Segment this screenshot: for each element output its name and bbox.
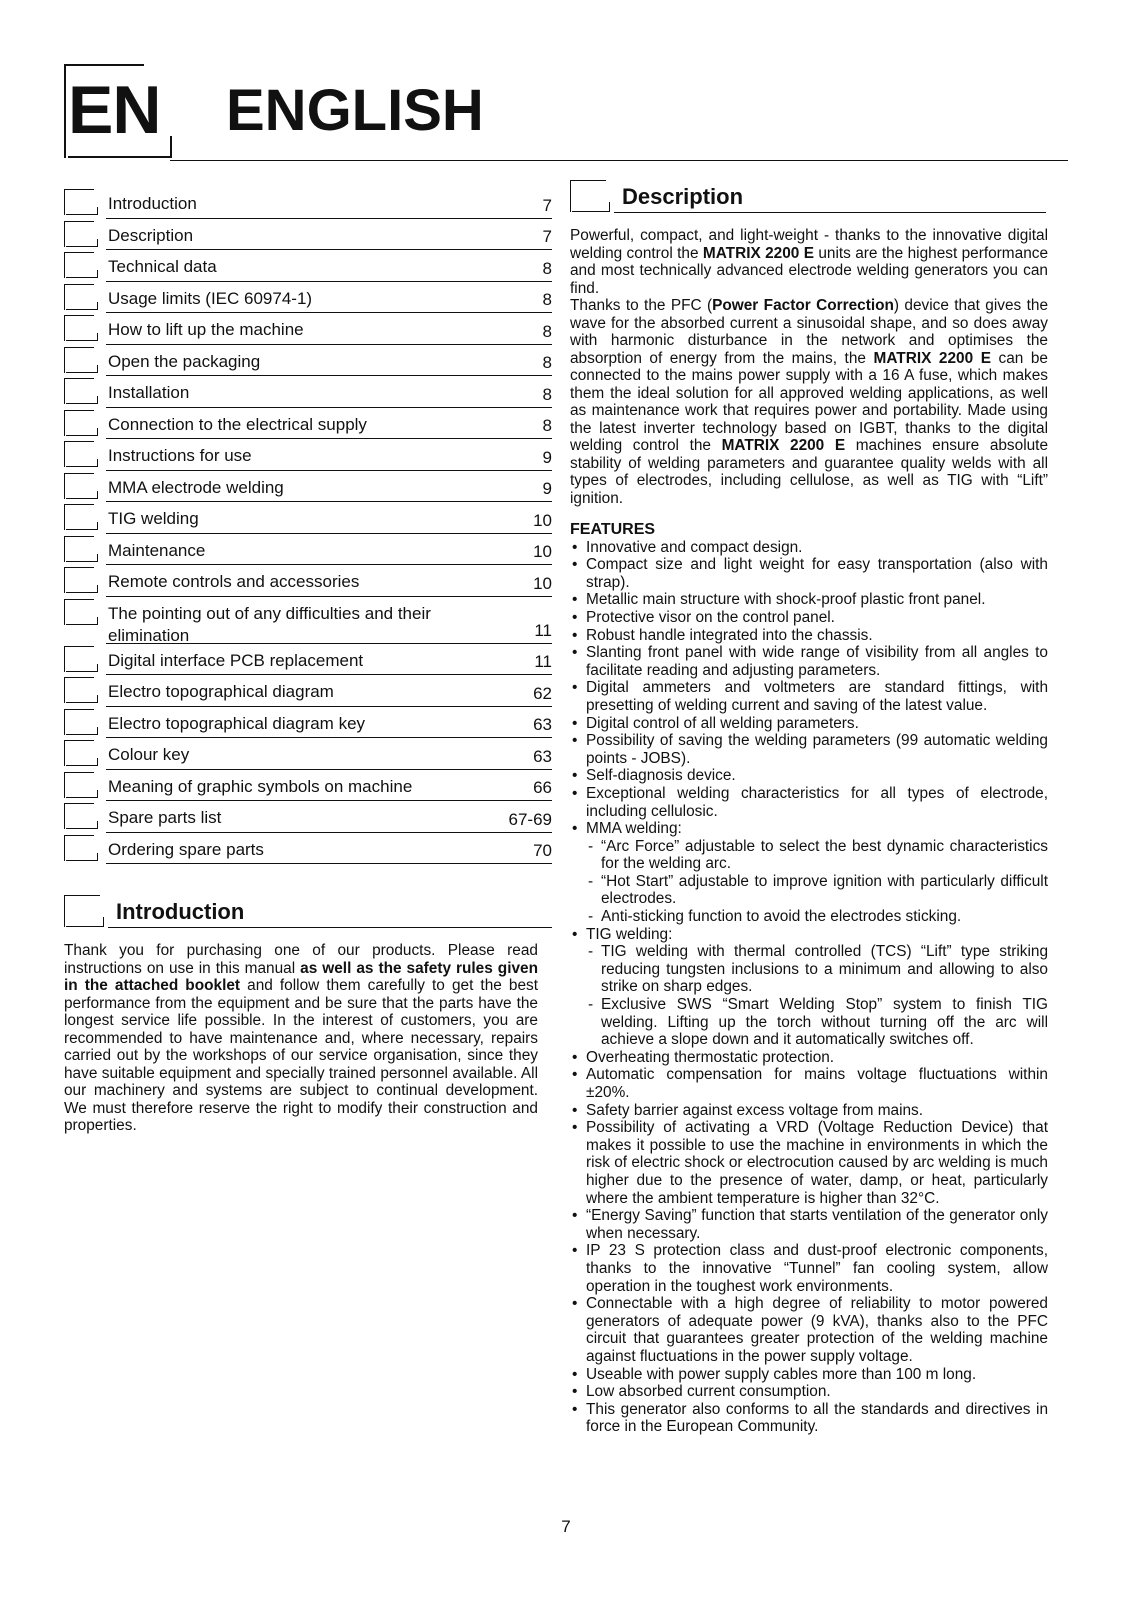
toc-item-page: 63: [533, 746, 552, 766]
checkbox-icon: [64, 772, 100, 798]
toc-item-label: Introduction: [108, 194, 197, 213]
toc-item-page: 10: [533, 510, 552, 530]
feature-item: • Safety barrier against excess voltage from mains.: [570, 1102, 1048, 1120]
toc-item-label: Electro topographical diagram key: [108, 713, 366, 733]
toc-item[interactable]: [64, 219, 552, 251]
feature-item: • Protective visor on the control panel.: [570, 609, 1048, 627]
features-title: FEATURES: [570, 521, 656, 538]
toc-item[interactable]: [64, 345, 552, 377]
toc-item[interactable]: [64, 376, 552, 408]
feature-item: - Anti-sticking function to avoid the electrodes sticking.: [570, 908, 1048, 926]
toc-item-label: Electro topographical diagram: [108, 682, 334, 701]
feature-item: • Connectable with a high degree of reliability to motor powered generators of adequate power (9 kVA), thanks also to the PFC circuit that guarantees greater protection of the welding machine against fluctuations in the power supply voltage.: [570, 1295, 1048, 1365]
checkbox-icon: [64, 315, 100, 341]
toc-item[interactable]: [64, 250, 552, 282]
toc-item-label: Open the packaging: [108, 351, 261, 371]
feature-item: • This generator also conforms to all the standards and directives in force in the European Community.: [570, 1401, 1048, 1436]
toc-item[interactable]: [64, 644, 552, 676]
toc-item-page: 63: [533, 715, 552, 734]
toc-item-label: Maintenance: [108, 540, 206, 560]
checkbox-icon: [64, 441, 100, 467]
toc-item[interactable]: [64, 833, 552, 865]
toc-item-page: 67-69: [508, 809, 552, 829]
table-of-contents: [64, 187, 552, 864]
toc-item[interactable]: [64, 801, 552, 833]
feature-item: • Innovative and compact design.: [570, 539, 1048, 557]
toc-item-label: How to lift up the machine: [108, 320, 304, 339]
feature-item: • Slanting front panel with wide range of visibility from all angles to facilitate reading and adjusting parameters.: [570, 644, 1048, 679]
checkbox-icon: [64, 536, 100, 562]
toc-item-page: 7: [542, 195, 552, 215]
toc-item[interactable]: [64, 187, 552, 219]
toc-item-page: 8: [542, 258, 552, 278]
introduction-title: Introduction: [116, 899, 245, 924]
toc-item-page: 8: [542, 384, 552, 404]
description-title: Description: [622, 184, 744, 209]
toc-item-page: 9: [542, 479, 552, 498]
toc-item[interactable]: [64, 707, 552, 739]
toc-item[interactable]: [64, 408, 552, 440]
toc-item[interactable]: [64, 565, 552, 597]
toc-item-page: 8: [542, 416, 552, 435]
checkbox-icon: [64, 221, 100, 247]
checkbox-icon: [64, 284, 100, 310]
toc-item[interactable]: [64, 502, 552, 534]
toc-item[interactable]: [64, 439, 552, 471]
toc-item[interactable]: [64, 675, 552, 707]
toc-item-page: 66: [533, 778, 552, 797]
feature-item: • Possibility of activating a VRD (Voltage Reduction Device) that makes it possible to use the machine in environments in which the risk of electric shock or electrocution caused by arc welding is much higher due to the presence of water, damp, or heat, particularly where the ambient temperature is higher than 32°C.: [570, 1119, 1048, 1207]
checkbox-icon: [64, 347, 100, 373]
checkbox-icon: [64, 803, 100, 829]
feature-item: • MMA welding:: [570, 820, 1048, 838]
toc-item-page: 8: [542, 321, 552, 341]
feature-item: • Possibility of saving the welding parameters (99 automatic welding points - JOBS).: [570, 732, 1048, 767]
feature-item: • Self-diagnosis device.: [570, 767, 1048, 785]
header-divider: [170, 160, 1068, 161]
toc-item-page: 10: [533, 542, 552, 561]
toc-item-label: Spare parts list: [108, 808, 222, 827]
description-heading: [570, 180, 1048, 216]
checkbox-icon: [64, 473, 100, 499]
description-text: Powerful, compact, and light-weight - thanks to the innovative digital welding control the MATRIX 2200 E units are the highest performance and most technically advanced electrode welding generators you can find. Thanks to the PFC (Power Factor Correction) device that gives the wave for the absorbed current a sinusoidal shape, and so does away with harmonic disturbance in the network and optimises the absorption of energy from the mains, the MATRIX 2200 E can be connected to the mains power supply with a 16 A fuse, which makes them the ideal solution for all approved welding applications, as well as maintenance work that requires power and portability. Made using the latest inverter technology based on IGBT, thanks to the digital welding control the MATRIX 2200 E machines ensure absolute stability of welding parameters and guarantee quality welds with all types of electrodes, including cellulose, as well as TIG with “Lift” ignition.: [570, 227, 1049, 507]
feature-item: • “Energy Saving” function that starts ventilation of the generator only when necessary.: [570, 1207, 1048, 1242]
feature-item: • TIG welding:: [570, 926, 1048, 944]
toc-item-label: MMA electrode welding: [108, 477, 284, 497]
toc-item-page: 9: [542, 447, 552, 467]
toc-item-label: Remote controls and accessories: [108, 572, 360, 591]
checkbox-icon: [64, 252, 100, 278]
toc-item[interactable]: [64, 313, 552, 345]
toc-item-label: Usage limits (IEC 60974-1): [108, 288, 313, 308]
features-section: [570, 521, 1048, 1436]
checkbox-icon: [64, 504, 100, 530]
toc-item-label: Technical data: [108, 257, 217, 276]
checkbox-icon: [64, 189, 100, 215]
toc-item-label: Instructions for use: [108, 446, 252, 465]
feature-item: • Useable with power supply cables more than 100 m long.: [570, 1366, 1048, 1384]
toc-item[interactable]: [64, 597, 552, 644]
checkbox-icon: [64, 567, 100, 593]
checkbox-icon: [64, 410, 100, 436]
toc-item-label: Connection to the electrical supply: [108, 414, 367, 434]
checkbox-icon: [64, 895, 106, 927]
feature-item: • IP 23 S protection class and dust-proof electronic components, thanks to the innovative “Tunnel” fan cooling system, allow operation in the toughest work environments.: [570, 1242, 1048, 1295]
toc-item-page: 8: [542, 290, 552, 309]
toc-item[interactable]: [64, 738, 552, 770]
checkbox-icon: [64, 646, 100, 672]
toc-item-label: Description: [108, 225, 194, 245]
feature-item: • Automatic compensation for mains voltage fluctuations within ±20%.: [570, 1066, 1048, 1101]
toc-item-label: Digital interface PCB replacement: [108, 650, 364, 670]
toc-item-label: TIG welding: [108, 509, 199, 528]
introduction-heading: [64, 895, 552, 931]
checkbox-icon: [64, 378, 100, 404]
toc-item-label: Ordering spare parts: [108, 839, 264, 859]
feature-item: • Overheating thermostatic protection.: [570, 1049, 1048, 1067]
feature-item: • Metallic main structure with shock-proof plastic front panel.: [570, 591, 1048, 609]
checkbox-icon: [64, 835, 100, 861]
features-list: [570, 539, 1048, 1436]
feature-item: - “Arc Force” adjustable to select the best dynamic characteristics for the welding arc.: [570, 838, 1048, 873]
language-badge: [64, 64, 172, 160]
page-number: 7: [561, 1517, 571, 1536]
feature-item: - “Hot Start” adjustable to improve ignition with particularly difficult electrodes.: [570, 873, 1048, 908]
checkbox-icon: [570, 180, 612, 212]
feature-item: • Digital control of all welding parameters.: [570, 715, 1048, 733]
toc-item[interactable]: [64, 534, 552, 566]
toc-item-page: 62: [533, 683, 552, 703]
toc-item-label: The pointing out of any difficulties and their elimination: [108, 603, 431, 645]
page-title: ENGLISH: [226, 78, 484, 143]
feature-item: • Exceptional welding characteristics for all types of electrode, including cellulosic.: [570, 785, 1048, 820]
feature-item: • Low absorbed current consumption.: [570, 1383, 1048, 1401]
feature-item: • Compact size and light weight for easy transportation (also with strap).: [570, 556, 1048, 591]
toc-item[interactable]: [64, 770, 552, 802]
introduction-text: Thank you for purchasing one of our products. Please read instructions on use in this manual as well as the safety rules given in the attached booklet and follow them carefully to get the best performance from the equipment and be sure that the parts have the longest service life possible. In the interest of customers, you are recommended to have maintenance and, where necessary, repairs carried out by the workshops of our service organisation, since they have suitable equipment and specially trained personnel available. All our machinery and systems are subject to continual development. We must therefore reserve the right to modify their construction and properties.: [64, 942, 539, 1134]
toc-item-page: 70: [533, 841, 552, 860]
toc-item-page: 11: [534, 620, 552, 640]
toc-item-label: Meaning of graphic symbols on machine: [108, 776, 413, 796]
toc-item[interactable]: [64, 282, 552, 314]
toc-item-page: 10: [533, 573, 552, 593]
language-code: EN: [68, 72, 161, 148]
feature-item: • Robust handle integrated into the chassis.: [570, 627, 1048, 645]
toc-item-page: 8: [542, 353, 552, 372]
toc-item-page: 11: [534, 652, 552, 671]
feature-item: • Digital ammeters and voltmeters are standard fittings, with presetting of welding current and saving of the latest value.: [570, 679, 1048, 714]
checkbox-icon: [64, 677, 100, 703]
toc-item-page: 7: [542, 227, 552, 246]
feature-item: - Exclusive SWS “Smart Welding Stop” system to finish TIG welding. Lifting up the torch without turning off the arc will achieve a slope down and it automatically switches off.: [570, 996, 1048, 1049]
toc-item-label: Colour key: [108, 745, 190, 764]
checkbox-icon: [64, 709, 100, 735]
toc-item-label: Installation: [108, 383, 190, 402]
checkbox-icon: [64, 740, 100, 766]
feature-item: - TIG welding with thermal controlled (TCS) “Lift” type striking reducing tungsten inclusions to a minimum and allowing to also strike on sharp edges.: [570, 943, 1048, 996]
checkbox-icon: [64, 599, 100, 625]
toc-item[interactable]: [64, 471, 552, 503]
